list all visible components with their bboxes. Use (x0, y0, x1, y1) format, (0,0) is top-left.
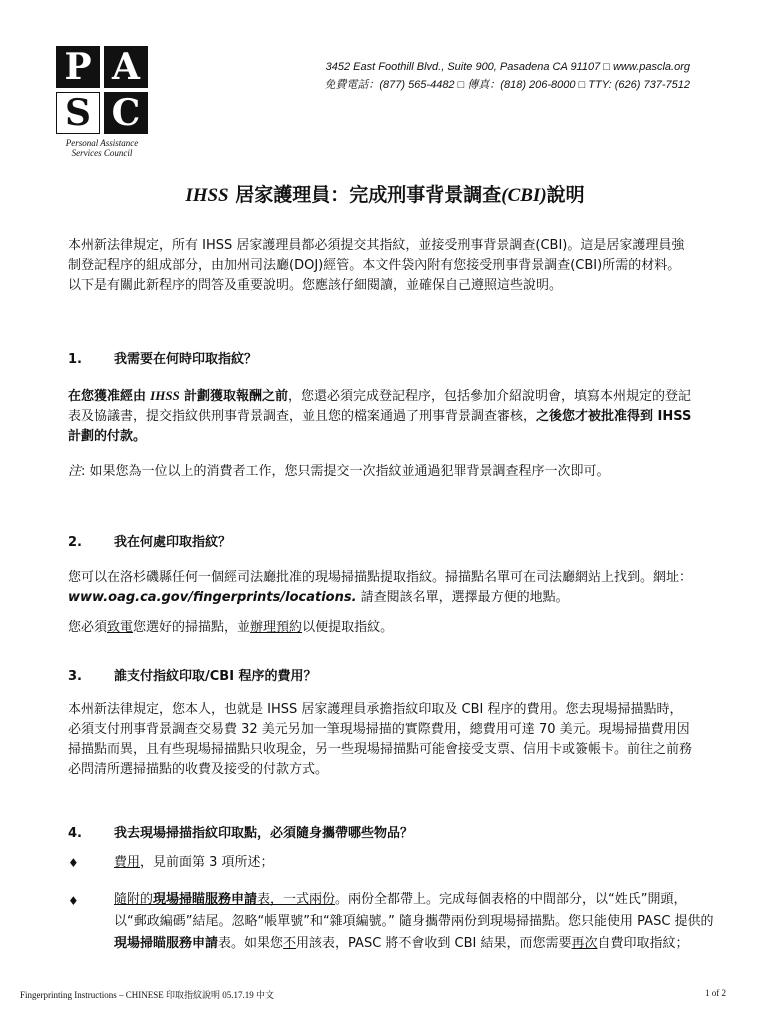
logo-letter-s: S (56, 92, 100, 134)
question-3: 3. 誰支付指紋印取/CBI 程序的費用？ (68, 669, 317, 684)
question-4: 4. 我去現場掃描指紋印取點，必須隨身攜帶哪些物品？ (68, 826, 414, 841)
logo-letter-c: C (104, 92, 148, 134)
address-line: 3452 East Foothill Blvd., Suite 900, Pasadena CA 91107 □ www.pascla.org (325, 61, 690, 73)
fingerprint-locations-url: www.oag.ca.gov/fingerprints/locations. (68, 590, 357, 605)
answer-3: 本州新法律規定，您本人，也就是 IHSS 居家護理員承擔指紋印取及 CBI 程序的費用。您去現場掃描點時，必須支付刑事背景調查交易費 32 美元另加一筆現場掃描的實際費用，總費用可達 70 美元。現場掃描費用因掃描點而異，且有些現場掃描點只收現金，另一些現場掃描點可能會接受支票、信用卡或簽帳卡。前往之前務必問清所選掃描點的收費及接受的付款方式。 (68, 702, 693, 777)
footer-document-id: Fingerprinting Instructions – CHINESE 印取指紋說明 05.17.19 中文 (20, 990, 274, 1000)
pasc-logo (56, 46, 148, 158)
bullet-icon: ♦ (68, 856, 79, 870)
question-1: 1. 我需要在何時印取指紋？ (68, 352, 258, 367)
page-number: 1 of 2 (705, 988, 726, 998)
document-title: IHSS 居家護理員：完成刑事背景調查(CBI)說明 (185, 184, 585, 206)
contact-header (324, 58, 690, 94)
answer-2: 您可以在洛杉磯縣任何一個經司法廳批准的現場掃描點提取指紋。掃描點名單可在司法廳網站上找到。網址：www.oag.ca.gov/fingerprints/locations. 請查閱該名單，選擇最方便的地點。 (68, 570, 693, 605)
phone-line: 免費電話：(877) 565-4482 □ 傳真：(818) 206-8000 □ TTY: (626) 737-7512 (324, 79, 690, 91)
bullet-icon: ♦ (68, 894, 79, 908)
logo-letter-p: P (56, 46, 100, 88)
bullet-forms: 隨附的現場掃瞄服務申請表，一式兩份。兩份全都帶上。完成每個表格的中間部分，以“姓氏”開頭，以“郵政編碼”結尾。忽略“帳單號”和“雜項編號。” 隨身攜帶兩份到現場掃描點。您只能使用 PASC 提供的現場掃瞄服務申請表。如果您不用該表，PASC 將不會收到 CBI 結果，而您需要再次自費印取指紋； (114, 892, 714, 951)
answer-1: 在您獲准經由 IHSS 計劃獲取報酬之前，您還必須完成登記程序，包括參加介紹說明會，填寫本州規定的登記表及協議書，提交指紋供刑事背景調查，並且您的檔案通過了刑事背景調查審核，之後您才被批准得到 IHSS 計劃的付款。 (68, 388, 692, 444)
question-2: 2. 我在何處印取指紋？ (68, 535, 232, 550)
logo-caption: Personal Assistance Services Council (65, 138, 139, 158)
bullet-fee: 費用，見前面第 3 項所述； (114, 855, 274, 870)
page-footer (20, 988, 726, 1001)
intro-paragraph: 本州新法律規定，所有 IHSS 居家護理員都必須提交其指紋，並接受刑事背景調查(CBI)。這是居家護理員強制登記程序的組成部分，由加州司法廳(DOJ)經管。本文件袋內附有您接受刑事背景調查(CBI)所需的材料。以下是有關此新程序的問答及重要說明。您應該仔細閱讀，並確保自己遵照這些說明。 (68, 238, 685, 293)
logo-letter-a: A (104, 46, 148, 88)
answer-2-appointment: 您必須致電您選好的掃描點，並辦理預約以便提取指紋。 (68, 620, 394, 635)
answer-1-note: 注: 如果您為一位以上的消費者工作，您只需提交一次指紋並通過犯罪背景調查程序一次即可。 (68, 464, 610, 479)
